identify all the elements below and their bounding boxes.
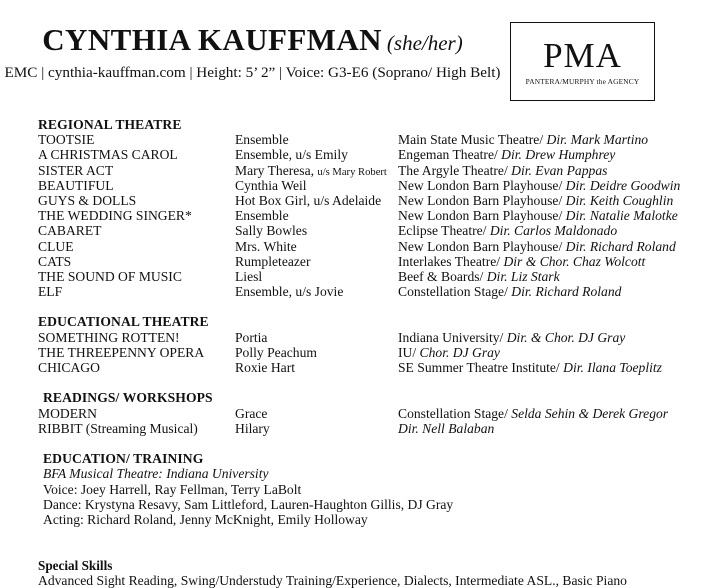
section-education-training — [38, 451, 698, 527]
resume-body — [38, 117, 698, 588]
credit-show-title: CHICAGO — [38, 360, 100, 376]
credit-role: Rumpleteazer — [235, 253, 311, 269]
credit-company: Main State Music Theatre/ Dir. Mark Martino — [398, 132, 649, 148]
credit-show-title: MODERN — [38, 405, 97, 421]
credit-row — [38, 360, 698, 375]
credit-company: Eclipse Theatre/ Dir. Carlos Maldonado — [398, 223, 618, 239]
section-heading: EDUCATION/ TRAINING — [43, 451, 204, 467]
credit-row — [38, 147, 698, 162]
credit-director: Dir. Liz Stark — [486, 268, 560, 284]
section-special-skills — [38, 558, 698, 588]
regional-rows — [38, 132, 698, 299]
section-spacer — [38, 375, 698, 390]
credit-role: Portia — [235, 329, 268, 345]
credit-show-title: SISTER ACT — [38, 162, 114, 178]
credit-row — [38, 223, 698, 238]
section-spacer — [38, 527, 698, 542]
credit-director: Dir & Chor. Chaz Wolcott — [503, 253, 646, 269]
section-educational-theatre — [38, 314, 698, 375]
credit-director: Dir. & Chor. DJ Gray — [506, 329, 626, 345]
agency-logo-box — [510, 22, 655, 101]
degree-line: BFA Musical Theatre: Indiana University — [43, 466, 269, 482]
credit-show-title: TOOTSIE — [38, 132, 95, 148]
credit-director: Dir. Drew Humphrey — [501, 147, 616, 163]
section-heading: EDUCATIONAL THEATRE — [38, 314, 209, 330]
training-line: Voice: Joey Harrell, Ray Fellman, Terry LaBolt — [43, 481, 302, 497]
credit-show-title: THE THREEPENNY OPERA — [38, 344, 205, 360]
credit-row — [38, 163, 698, 178]
performer-pronouns: (she/her) — [386, 31, 463, 55]
credit-show-title: THE WEDDING SINGER* — [38, 208, 192, 224]
credit-role: Sally Bowles — [235, 223, 308, 239]
credit-show-title: THE SOUND OF MUSIC — [38, 268, 182, 284]
credit-director: Dir. Nell Balaban — [398, 420, 495, 436]
credit-row — [38, 193, 698, 208]
credit-role: Mary Theresa, u/s Mary Robert — [235, 162, 387, 178]
credit-director: Dir. Carlos Maldonado — [489, 223, 618, 239]
credit-show-title: CATS — [38, 253, 72, 269]
section-spacer — [38, 436, 698, 451]
credit-role: Cynthia Weil — [235, 177, 307, 193]
credit-row — [38, 406, 698, 421]
credit-show-title: ELF — [38, 284, 63, 300]
credit-row — [38, 269, 698, 284]
credit-show-title: CLUE — [38, 238, 74, 254]
credit-role: Hilary — [235, 420, 270, 436]
credit-director: Dir. Evan Pappas — [511, 162, 608, 178]
resume-header — [0, 24, 505, 82]
contact-line: EMC | cynthia-kauffman.com | Height: 5’ 2” | Voice: G3-E6 (Soprano/ High Belt) — [4, 63, 501, 81]
section-heading: READINGS/ WORKSHOPS — [43, 390, 213, 406]
credit-company: New London Barn Playhouse/ Dir. Richard Roland — [398, 238, 676, 254]
credit-company: Indiana University/ Dir. & Chor. DJ Gray — [398, 329, 626, 345]
credit-show-title: SOMETHING ROTTEN! — [38, 329, 180, 345]
training-line: Acting: Richard Roland, Jenny McKnight, Emily Holloway — [43, 511, 368, 527]
section-regional-theatre — [38, 117, 698, 299]
credit-role: Liesl — [235, 268, 263, 284]
credit-director: Dir. Ilana Toeplitz — [563, 360, 662, 376]
credit-row — [38, 330, 698, 345]
credit-company: Interlakes Theatre/ Dir & Chor. Chaz Wolcott — [398, 253, 646, 269]
credit-row — [38, 254, 698, 269]
credit-company — [398, 421, 494, 436]
credit-role: Ensemble, u/s Jovie — [235, 284, 344, 300]
credit-director: Dir. Deidre Goodwin — [565, 177, 681, 193]
credit-role: Ensemble, u/s Emily — [235, 147, 348, 163]
credit-company: Engeman Theatre/ Dir. Drew Humphrey — [398, 147, 616, 163]
credit-director: Dir. Mark Martino — [546, 132, 649, 148]
credit-company: SE Summer Theatre Institute/ Dir. Ilana Toeplitz — [398, 360, 662, 376]
agency-logo-mark: PMA — [543, 35, 622, 75]
credit-show-title: A CHRISTMAS CAROL — [38, 147, 178, 163]
credit-company: New London Barn Playhouse/ Dir. Natalie Malotke — [398, 208, 678, 224]
credit-row — [38, 132, 698, 147]
credit-role: Ensemble — [235, 208, 289, 224]
credit-company: New London Barn Playhouse/ Dir. Deidre Goodwin — [398, 177, 681, 193]
section-heading: REGIONAL THEATRE — [38, 117, 182, 132]
credit-show-title: BEAUTIFUL — [38, 177, 114, 193]
credit-company: Constellation Stage/ Dir. Richard Roland — [398, 284, 622, 300]
agency-logo-subtitle: PANTERA/MURPHY the AGENCY — [525, 76, 640, 86]
credit-role: Polly Peachum — [235, 344, 317, 360]
credit-director: Chor. DJ Gray — [419, 344, 500, 360]
training-line: Dance: Krystyna Resavy, Sam Littleford, Lauren-Haughton Gillis, DJ Gray — [43, 496, 454, 512]
credit-director: Selda Sehin & Derek Gregor — [511, 405, 669, 421]
credit-company: Constellation Stage/ Selda Sehin & Derek Gregor — [398, 405, 669, 421]
performer-name: CYNTHIA KAUFFMAN — [42, 22, 382, 57]
credit-row — [38, 345, 698, 360]
credit-role: Roxie Hart — [235, 360, 296, 376]
section-spacer — [38, 542, 698, 557]
credit-role: Ensemble — [235, 132, 289, 148]
credit-director: Dir. Richard Roland — [565, 238, 676, 254]
credit-row — [38, 178, 698, 193]
credit-role: Hot Box Girl, u/s Adelaide — [235, 192, 382, 208]
credit-role: Mrs. White — [235, 238, 297, 254]
section-readings-workshops — [38, 390, 698, 436]
credit-role-understudy: u/s Mary Robert — [317, 166, 387, 178]
credit-row — [38, 208, 698, 223]
special-skills-body: Advanced Sight Reading, Swing/Understudy Training/Experience, Dialects, Intermediate ASL., Basic Piano — [38, 572, 627, 588]
credit-director: Dir. Natalie Malotke — [565, 208, 678, 224]
credit-show-title: CABARET — [38, 223, 102, 239]
credit-director: Dir. Richard Roland — [511, 284, 622, 300]
credit-company: Beef & Boards/ Dir. Liz Stark — [398, 268, 560, 284]
credit-row — [38, 239, 698, 254]
section-spacer — [38, 299, 698, 314]
credit-show-title: RIBBIT (Streaming Musical) — [38, 420, 198, 436]
credit-director: Dir. Keith Coughlin — [565, 192, 674, 208]
credit-role: Grace — [235, 405, 268, 421]
training-lines — [38, 482, 698, 528]
credit-show-title: GUYS & DOLLS — [38, 192, 137, 208]
credit-row — [38, 284, 698, 299]
credit-company: The Argyle Theatre/ Dir. Evan Pappas — [398, 162, 608, 178]
section-heading: Special Skills — [38, 557, 113, 573]
credit-company: IU/ Chor. DJ Gray — [398, 344, 500, 360]
readings-rows — [38, 406, 698, 436]
educational-rows — [38, 330, 698, 376]
credit-company: New London Barn Playhouse/ Dir. Keith Coughlin — [398, 192, 674, 208]
name-line — [0, 24, 505, 57]
credit-row — [38, 421, 698, 436]
